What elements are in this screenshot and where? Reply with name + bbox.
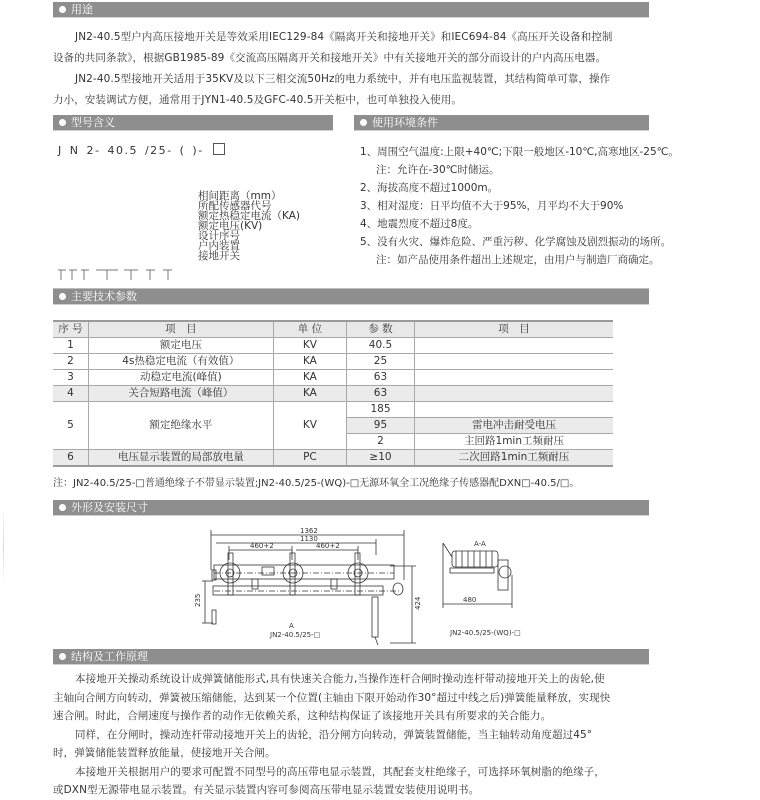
table-row [53, 354, 613, 370]
structure-paragraph-2: 同样，在分闸时，操动连杆带动接地开关上的齿轮，沿分闸方向转动，弹簧装置储能，当主轴转动角度超过45°时，弹簧储能装置释放能量，使接地开关合闸。 [53, 728, 593, 759]
dim-label: 235 [194, 593, 202, 607]
cell-desc [415, 402, 613, 418]
code-part: 40.5 [107, 144, 138, 157]
cell-item: 关合短路电流（峰值） [88, 386, 273, 402]
header-cell: 单 位 [273, 321, 346, 338]
section-header-purpose [53, 2, 649, 18]
env-item: 5、没有火灾、爆炸危险、严重污秽、化学腐蚀及剧烈振动的场所。 [360, 236, 672, 248]
dim-label: 1130 [300, 535, 318, 543]
model-label: 设计序号 [198, 230, 240, 242]
cell-desc [415, 386, 613, 402]
env-item: 3、相对湿度：日平均值不大于95%，月平均不大于90% [360, 200, 624, 212]
code-part: N [69, 144, 80, 157]
table-row [53, 386, 613, 402]
cell-desc: 雷电冲击耐受电压 [415, 418, 613, 434]
cell-desc: 二次回路1min工频耐压 [415, 450, 613, 467]
section-title: 使用环境条件 [372, 116, 438, 129]
environment-list [360, 143, 679, 269]
structure-paragraph-3: 本接地开关根据用户的要求可配置不同型号的高压带电显示装置，其配套支柱绝缘子，可选择环氧树脂的绝缘子，或DXN型无源带电显示装置。有关显示装置内容可参阅高压带电显示装置安装使用说明书。 [53, 765, 605, 796]
model-label: 额定热稳定电流（KA) [198, 210, 300, 222]
section-title: 型号含义 [71, 116, 115, 129]
dim-label: 1362 [300, 527, 318, 535]
model-label: 所配传感器代号 [198, 200, 272, 212]
table-row [53, 338, 613, 354]
cell-no: 5 [53, 402, 88, 450]
dim-label: 424 [414, 596, 422, 610]
cell-value: 40.5 [346, 338, 414, 354]
table-header-row [53, 321, 613, 338]
purpose-text [53, 27, 613, 111]
header-cell: 参 数 [346, 321, 414, 338]
cell-item: 4s热稳定电流（有效值） [88, 354, 273, 370]
bullet-icon [360, 119, 367, 126]
code-part: ( )- [179, 144, 204, 157]
model-label: 接地开关 [198, 250, 240, 262]
table-row [53, 450, 613, 467]
table-row [53, 402, 613, 418]
model-label: 额定电压(KV) [198, 220, 263, 232]
cell-value: 63 [346, 370, 414, 386]
cell-value: 63 [346, 386, 414, 402]
cell-value: 185 [346, 402, 414, 418]
section-header-structure [53, 649, 649, 665]
section-title: 用途 [71, 3, 93, 16]
env-note: 注：允许在-30℃时储运。 [376, 164, 500, 176]
cell-item: 额定电压 [88, 338, 273, 354]
cell-no: 2 [53, 354, 88, 370]
cell-item: 动稳定电流(峰值) [88, 370, 273, 386]
view-label: A [289, 622, 294, 630]
bullet-icon [59, 504, 66, 511]
cell-value: 95 [346, 418, 414, 434]
tech-params-table [53, 320, 613, 467]
side-view-caption: JN2-40.5/25-(WQ)-□ [450, 629, 521, 637]
cell-desc [415, 370, 613, 386]
code-part: 2- [86, 144, 101, 157]
section-title: 外形及安装尺寸 [71, 501, 148, 514]
front-view-caption: JN2-40.5/25-□ [270, 631, 321, 639]
bullet-icon [59, 6, 66, 13]
section-header-dimensions [53, 500, 649, 516]
bullet-icon [59, 653, 66, 660]
cell-item: 电压显示装置的局部放电量 [88, 450, 273, 467]
cell-unit: KV [273, 402, 346, 450]
cell-no: 1 [53, 338, 88, 354]
cell-unit: KA [273, 354, 346, 370]
table-row [53, 370, 613, 386]
code-part: J [58, 144, 63, 157]
cell-value: 2 [346, 434, 414, 450]
purpose-paragraph-2: JN2-40.5型接地开关适用于35KV及以下三相交流50Hz的电力系统中，并有电压监视装置，其结构简单可靠，操作力小，安装调试方便，通常用于JYN1-40.5及GFC-40.5开关柜中，也可单独投入使用。 [53, 73, 611, 106]
dim-label: 460+2 [250, 542, 274, 550]
table-note: 注：JN2-40.5/25-□普通绝缘子不带显示装置;JN2-40.5/25-(WQ)-□无源环氧全工况绝缘子传感器配DXN□-40.5/□。 [53, 478, 580, 489]
model-code-leader-lines [0, 110, 200, 280]
header-cell: 项 目 [88, 321, 273, 338]
header-cell: 项 目 [415, 321, 613, 338]
env-note: 注：如产品使用条件超出上述规定，由用户与制造厂商确定。 [376, 254, 660, 266]
env-item: 2、海拔高度不超过1000m。 [360, 182, 499, 194]
dim-label: 480 [463, 596, 477, 604]
side-view-drawing [443, 543, 512, 608]
cell-value: 25 [346, 354, 414, 370]
cell-no: 6 [53, 450, 88, 467]
cell-desc [415, 338, 613, 354]
env-item: 1、周围空气温度:上限+40℃;下限一般地区-10℃,高寒地区-25℃。 [360, 146, 679, 158]
placeholder-box-icon [213, 143, 225, 155]
model-label: 相间距离（mm） [198, 190, 282, 202]
cell-unit: KA [273, 370, 346, 386]
code-part: /25- [144, 144, 173, 157]
cell-no: 4 [53, 386, 88, 402]
section-label: A-A [474, 540, 486, 548]
section-title: 结构及工作原理 [71, 650, 148, 663]
model-label: 户内装置 [198, 240, 240, 252]
structure-text [53, 670, 613, 800]
purpose-paragraph-1: JN2-40.5型户内高压接地开关是等效采用IEC129-84《隔离开关和接地开关》和IEC694-84《高压开关设备和控制设备的共同条款》，根据GB1985-89《交流高压隔离开关和接地开关》中有关接地开关的部分而设计的户内高压电器。 [53, 31, 613, 64]
front-view-drawing [0, 515, 760, 650]
cell-unit: KA [273, 386, 346, 402]
section-title: 主要技术参数 [71, 290, 137, 303]
env-item: 4、地震烈度不超过8度。 [360, 218, 479, 230]
cell-desc [415, 354, 613, 370]
cell-unit: KV [273, 338, 346, 354]
cell-desc: 主回路1min工频耐压 [415, 434, 613, 450]
cell-unit: PC [273, 450, 346, 467]
structure-paragraph-1: 本接地开关操动系统设计成弹簧储能形式,具有快速关合能力,当操作连杆合闸时操动连杆带动接地开关上的齿轮,使主轴向合闸方向转动，弹簧被压缩储能，达到某一个位置(主轴由下限开始动作30°超过中线之后)弹簧能量释放，实现快速合闸。时此，合闸速度与操作者的动作无依赖关系，这种结构保证了该接地开关具有所要求的关合能力。 [53, 673, 611, 722]
cell-no: 3 [53, 370, 88, 386]
header-cell: 序 号 [53, 321, 88, 338]
section-header-tech-params [53, 289, 649, 305]
cell-value: ≥10 [346, 450, 414, 467]
bullet-icon [59, 293, 66, 300]
section-header-environment [354, 115, 649, 131]
dim-label: 460+2 [316, 542, 340, 550]
cell-item: 额定绝缘水平 [88, 402, 273, 450]
